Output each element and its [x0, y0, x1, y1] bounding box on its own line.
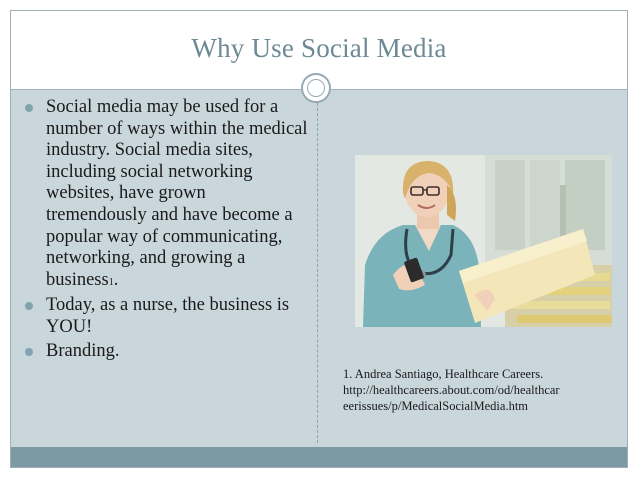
footer-band	[11, 447, 627, 467]
citation-line: 1. Andrea Santiago, Healthcare Careers.	[343, 367, 544, 381]
footnote-marker: 1	[108, 276, 114, 288]
citation-url-line: http://healthcareers.about.com/od/healthcar	[343, 383, 560, 397]
bullet-item	[21, 341, 311, 363]
bullet-tail: .	[113, 269, 119, 290]
column-divider	[317, 103, 318, 443]
bullet-list	[21, 97, 311, 364]
bullet-item	[21, 97, 311, 293]
bullet-text: Branding.	[46, 340, 120, 361]
nurse-with-phone-and-folder-photo	[355, 155, 612, 327]
slide-title: Why Use Social Media	[191, 33, 447, 63]
bullet-text: Today, as a nurse, the business is YOU!	[46, 295, 290, 337]
slide	[10, 10, 628, 468]
bullet-text: Social media may be used for a number of ways within the medical industry. Social media sites, including social networking websites, have grown tremendously and have become a popular way of communicating, networking, and growing a business	[46, 97, 308, 290]
bullet-dot-icon	[25, 302, 33, 310]
bullet-item	[21, 295, 311, 338]
photo-illustration	[355, 155, 612, 327]
citation	[343, 366, 625, 414]
bullet-dot-icon	[25, 348, 33, 356]
citation-url-line: eerissues/p/MedicalSocialMedia.htm	[343, 399, 529, 413]
bullet-dot-icon	[25, 104, 33, 112]
